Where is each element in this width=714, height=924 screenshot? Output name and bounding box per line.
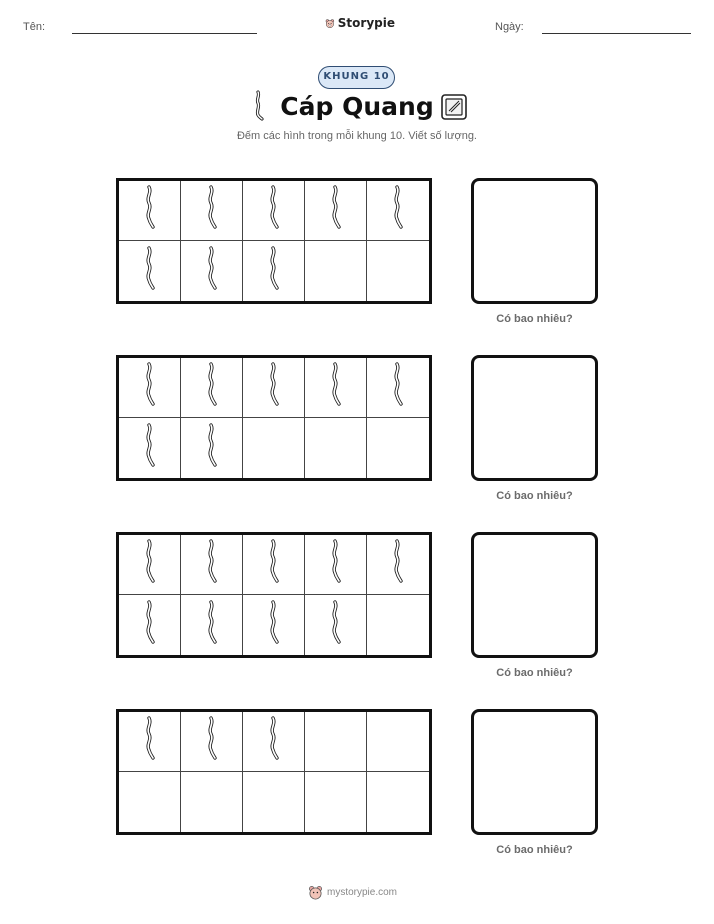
ten-frame [116, 178, 432, 304]
frame-cell [243, 418, 305, 478]
fiber-optic-cable-icon [143, 246, 157, 297]
answer-box[interactable] [471, 532, 598, 658]
fiber-optic-cable-icon [252, 90, 266, 122]
frame-cell [243, 358, 305, 418]
frame-cell [367, 241, 429, 301]
frame-cell [305, 358, 367, 418]
date-label: Ngày: [495, 21, 524, 33]
frame-cell [119, 181, 181, 241]
frame-cell [181, 358, 243, 418]
fiber-optic-cable-icon [205, 246, 219, 297]
frame-cell [119, 712, 181, 772]
fiber-optic-cable-icon [267, 246, 281, 297]
frame-cell [119, 595, 181, 655]
fiber-optic-cable-icon [267, 539, 281, 590]
date-line[interactable] [542, 33, 691, 34]
frame-cell [367, 595, 429, 655]
frame-cell [243, 241, 305, 301]
fiber-optic-cable-icon [205, 185, 219, 236]
bear-mascot-icon [308, 885, 323, 900]
page-title: Cáp Quang [280, 92, 434, 121]
frame-cell [243, 772, 305, 832]
fiber-optic-cable-icon [143, 423, 157, 474]
fiber-optic-cable-icon [329, 539, 343, 590]
fiber-optic-cable-icon [391, 539, 405, 590]
brand-name: Storypie [337, 16, 395, 30]
fiber-optic-cable-icon [205, 600, 219, 651]
fiber-optic-cable-icon [143, 539, 157, 590]
frame-badge: KHUNG 10 [318, 66, 395, 89]
frame-cell [367, 181, 429, 241]
fiber-optic-cable-icon [143, 716, 157, 767]
frame-cell [367, 418, 429, 478]
frame-cell [181, 535, 243, 595]
fiber-box-icon [440, 93, 468, 121]
fiber-optic-cable-icon [143, 362, 157, 413]
frame-cell [181, 712, 243, 772]
question-label: Có bao nhiêu? [496, 313, 573, 325]
frame-cell [243, 595, 305, 655]
ten-frame [116, 709, 432, 835]
frame-cell [181, 772, 243, 832]
question-label: Có bao nhiêu? [496, 667, 573, 679]
frame-cell [119, 772, 181, 832]
bear-mascot-icon [325, 16, 335, 31]
frame-cell [305, 712, 367, 772]
frame-cell [119, 535, 181, 595]
frame-cell [181, 181, 243, 241]
ten-frame [116, 355, 432, 481]
frame-cell [367, 712, 429, 772]
fiber-optic-cable-icon [329, 600, 343, 651]
frame-cell [243, 181, 305, 241]
frame-cell [305, 181, 367, 241]
frame-cell [119, 418, 181, 478]
fiber-optic-cable-icon [391, 185, 405, 236]
fiber-optic-cable-icon [267, 600, 281, 651]
name-label: Tên: [23, 21, 46, 33]
frame-cell [305, 241, 367, 301]
frame-cell [305, 535, 367, 595]
fiber-optic-cable-icon [267, 185, 281, 236]
footer-url[interactable]: mystorypie.com [327, 887, 398, 898]
frame-cell [119, 241, 181, 301]
fiber-optic-cable-icon [205, 423, 219, 474]
name-line[interactable] [72, 33, 257, 34]
fiber-optic-cable-icon [205, 716, 219, 767]
answer-box[interactable] [471, 709, 598, 835]
fiber-optic-cable-icon [267, 362, 281, 413]
fiber-optic-cable-icon [143, 185, 157, 236]
fiber-optic-cable-icon [143, 600, 157, 651]
instructions: Đếm các hình trong mỗi khung 10. Viết số lượng. [236, 130, 477, 142]
frame-cell [181, 595, 243, 655]
fiber-optic-cable-icon [391, 362, 405, 413]
fiber-optic-cable-icon [205, 362, 219, 413]
frame-cell [305, 772, 367, 832]
footer [308, 885, 397, 900]
fiber-optic-cable-icon [205, 539, 219, 590]
question-label: Có bao nhiêu? [496, 490, 573, 502]
fiber-optic-cable-icon [267, 716, 281, 767]
frame-cell [305, 418, 367, 478]
frame-cell [119, 358, 181, 418]
frame-cell [243, 712, 305, 772]
ten-frame [116, 532, 432, 658]
answer-box[interactable] [471, 355, 598, 481]
frame-cell [367, 535, 429, 595]
frame-cell [367, 772, 429, 832]
answer-box[interactable] [471, 178, 598, 304]
brand-logo [325, 14, 395, 32]
fiber-optic-cable-icon [329, 362, 343, 413]
frame-cell [181, 241, 243, 301]
frame-cell [305, 595, 367, 655]
frame-cell [181, 418, 243, 478]
frame-cell [367, 358, 429, 418]
question-label: Có bao nhiêu? [496, 844, 573, 856]
frame-cell [243, 535, 305, 595]
fiber-optic-cable-icon [329, 185, 343, 236]
